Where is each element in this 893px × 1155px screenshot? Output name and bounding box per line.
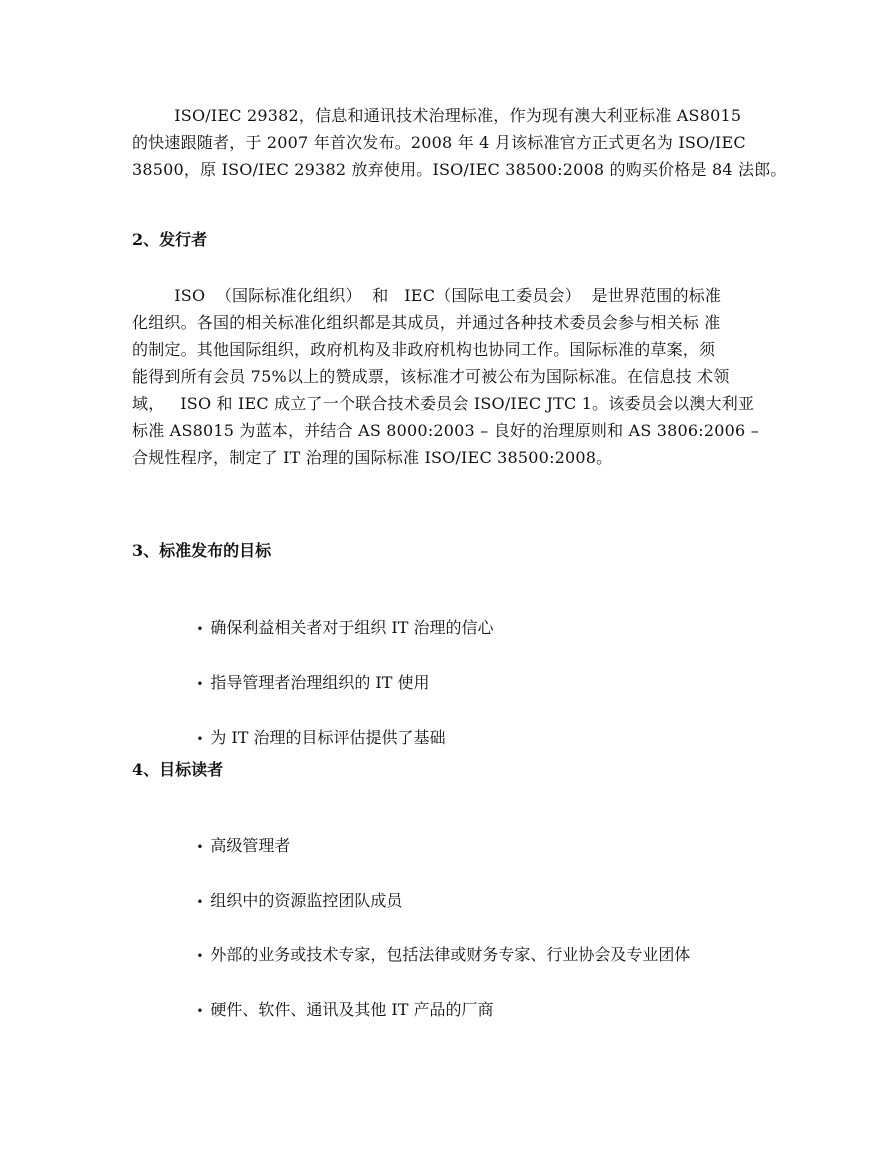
bullet-icon: • xyxy=(196,949,204,963)
section-2-paragraph xyxy=(132,282,772,471)
bullet-icon: • xyxy=(196,895,204,909)
section-4-heading: 4、目标读者 xyxy=(132,760,224,779)
bullet-icon: • xyxy=(196,1004,204,1018)
list-item-text: 硬件、软件、通讯及其他 IT 产品的厂商 xyxy=(210,1000,494,1019)
list-item xyxy=(176,977,494,1044)
intro-paragraph xyxy=(132,102,787,183)
section-2-line: 化组织。各国的相关标准化组织都是其成员，并通过各种技术委员会参与相关标 准 xyxy=(132,313,721,332)
section-2-heading: 2、发行者 xyxy=(132,230,208,249)
bullet-icon: • xyxy=(196,840,204,854)
bullet-icon: • xyxy=(196,732,204,746)
list-item-text: 组织中的资源监控团队成员 xyxy=(210,891,403,910)
section-2-line: 的制定。其他国际组织，政府机构及非政府机构也协同工作。国际标准的草案，须 xyxy=(132,340,716,359)
list-item-text: 为 IT 治理的目标评估提供了基础 xyxy=(210,728,446,747)
bullet-icon: • xyxy=(196,677,204,691)
section-2-line: 标准 AS8015 为蓝本，并结合 AS 8000:2003 – 良好的治理原则和 AS 3806:2006 – xyxy=(132,421,759,440)
intro-line: ISO/IEC 29382，信息和通讯技术治理标准，作为现有澳大利亚标准 AS8015 xyxy=(132,106,742,125)
intro-line: 的快速跟随者，于 2007 年首次发布。2008 年 4 月该标准官方正式更名为 ISO/IEC xyxy=(132,133,746,152)
intro-line: 38500，原 ISO/IEC 29382 放弃使用。ISO/IEC 38500:2008 的购买价格是 84 法郎。 xyxy=(132,160,787,179)
section-3-heading: 3、标准发布的目标 xyxy=(132,541,272,560)
section-2-line: ISO （国际标准化组织） 和 IEC（国际电工委员会） 是世界范围的标准 xyxy=(132,286,722,305)
list-item-text: 确保利益相关者对于组织 IT 治理的信心 xyxy=(210,618,494,637)
list-item-text: 外部的业务或技术专家，包括法律或财务专家、行业协会及专业团体 xyxy=(210,945,691,964)
list-item-text: 指导管理者治理组织的 IT 使用 xyxy=(210,673,430,692)
section-2-line: 合规性程序，制定了 IT 治理的国际标准 ISO/IEC 38500:2008。 xyxy=(132,448,613,467)
section-2-line: 能得到所有会员 75%以上的赞成票，该标准才可被公布为国际标准。在信息技 术领 xyxy=(132,367,730,386)
bullet-icon: • xyxy=(196,622,204,636)
section-2-line: 域， ISO 和 IEC 成立了一个联合技术委员会 ISO/IEC JTC 1。该委员会以澳大利亚 xyxy=(132,394,755,413)
list-item-text: 高级管理者 xyxy=(210,836,291,855)
